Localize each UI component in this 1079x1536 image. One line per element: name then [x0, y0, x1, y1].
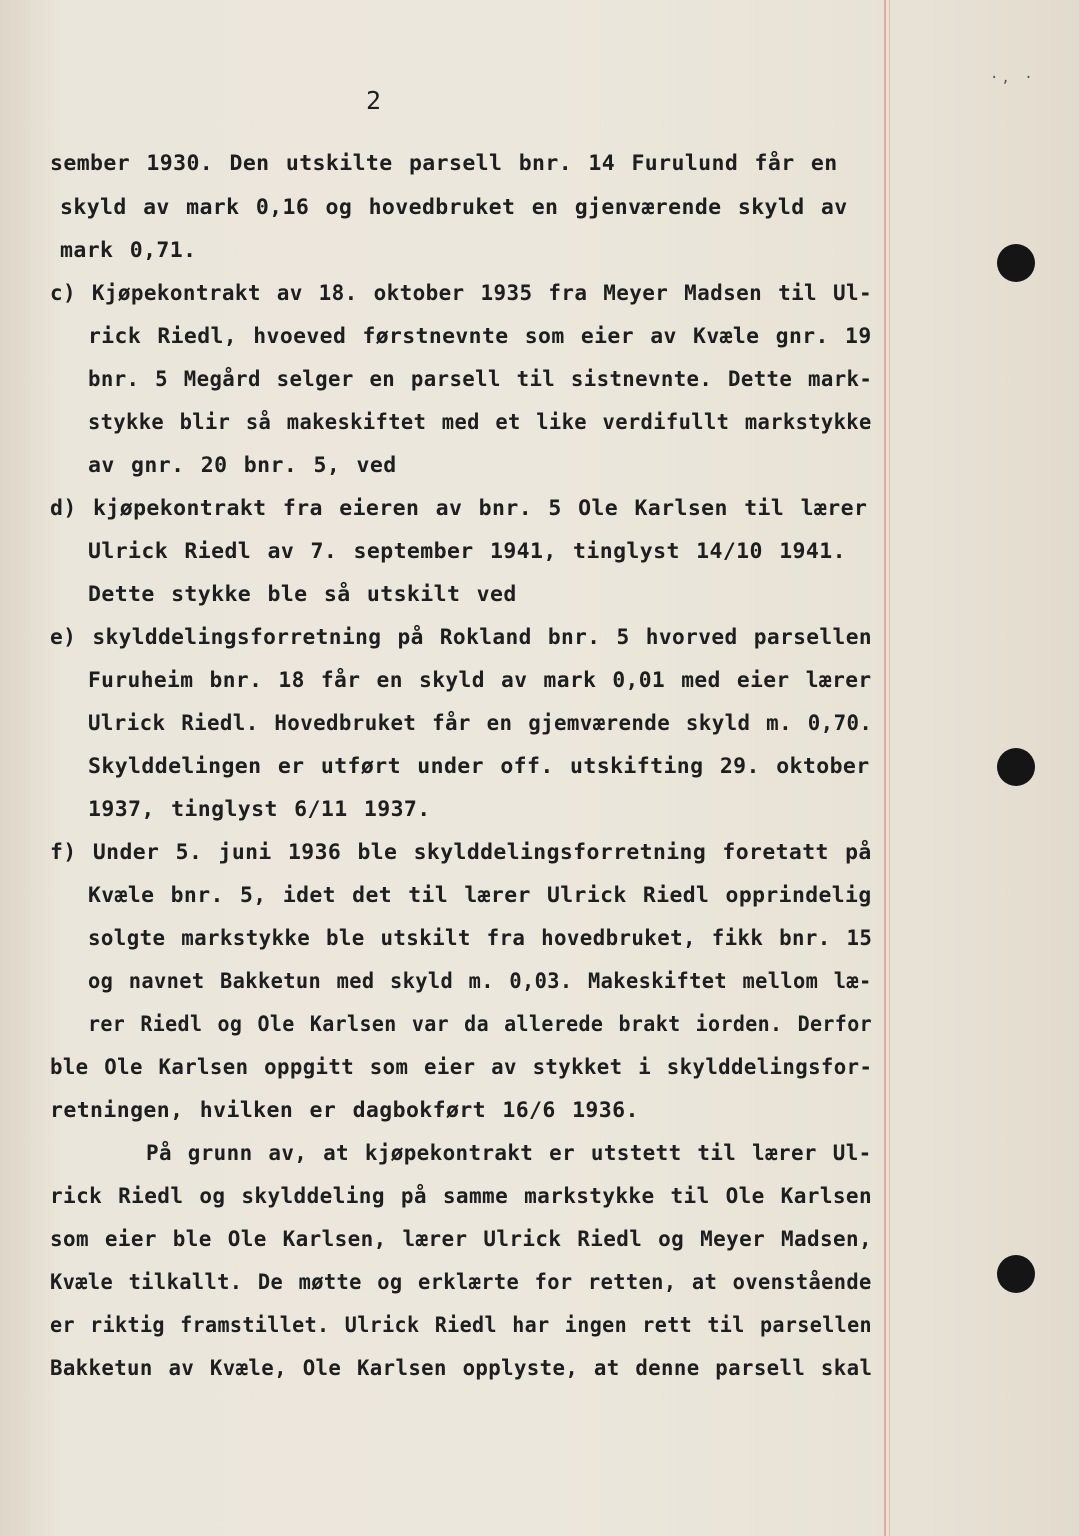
text-line: Dette stykke ble så utskilt ved: [88, 582, 517, 607]
text-line: Ulrick Riedl av 7. september 1941, tinglyst 14/10 1941.: [88, 539, 846, 564]
text-line: retningen, hvilken er dagbokført 16/6 1936.: [50, 1098, 639, 1123]
margin-rule-secondary: [889, 0, 890, 1536]
punch-hole: [997, 244, 1035, 282]
text-line: f) Under 5. juni 1936 ble skylddelingsforretning foretatt på: [50, 840, 872, 865]
text-line: stykke blir så makeskiftet med et like verdifullt markstykke: [88, 410, 872, 435]
punch-hole: [997, 748, 1035, 786]
text-line: bnr. 5 Megård selger en parsell til sistnevnte. Dette mark-: [88, 367, 873, 392]
text-line: rick Riedl og skylddeling på samme markstykke til Ole Karlsen: [50, 1184, 872, 1209]
text-line: På grunn av, at kjøpekontrakt er utstett til lærer Ul-: [146, 1141, 872, 1166]
text-line: sember 1930. Den utskilte parsell bnr. 14 Furulund får en: [50, 151, 838, 176]
margin-rule: [884, 0, 886, 1536]
text-line: Skylddelingen er utført under off. utskifting 29. oktober: [88, 754, 870, 779]
text-line: Kvæle bnr. 5, idet det til lærer Ulrick Riedl opprindelig: [88, 883, 872, 908]
text-line: d) kjøpekontrakt fra eieren av bnr. 5 Ole Karlsen til lærer: [50, 496, 868, 521]
corner-mark: ·, ·: [990, 70, 1036, 86]
text-line: e) skylddelingsforretning på Rokland bnr. 5 hvorved parsellen: [50, 625, 872, 650]
page-number: 2: [366, 86, 382, 115]
text-line: av gnr. 20 bnr. 5, ved: [88, 453, 397, 478]
text-line: Furuheim bnr. 18 får en skyld av mark 0,01 med eier lærer: [88, 668, 872, 693]
text-line: som eier ble Ole Karlsen, lærer Ulrick Riedl og Meyer Madsen,: [50, 1227, 872, 1252]
text-line: 1937, tinglyst 6/11 1937.: [88, 797, 431, 822]
punch-hole: [997, 1255, 1035, 1293]
text-line: er riktig framstillet. Ulrick Riedl har ingen rett til parsellen: [50, 1313, 873, 1338]
text-line: Ulrick Riedl. Hovedbruket får en gjemværende skyld m. 0,70.: [88, 711, 873, 736]
text-line: solgte markstykke ble utskilt fra hovedbruket, fikk bnr. 15: [88, 926, 873, 951]
text-line: mark 0,71.: [60, 238, 197, 263]
text-line: rer Riedl og Ole Karlsen var da allerede brakt iorden. Derfor: [88, 1012, 872, 1037]
text-line: Bakketun av Kvæle, Ole Karlsen opplyste, at denne parsell skal: [50, 1356, 873, 1381]
text-line: skyld av mark 0,16 og hovedbruket en gjenværende skyld av: [60, 195, 848, 220]
text-line: ble Ole Karlsen oppgitt som eier av stykket i skylddelingsfor-: [50, 1055, 873, 1080]
text-line: c) Kjøpekontrakt av 18. oktober 1935 fra Meyer Madsen til Ul-: [50, 281, 872, 306]
text-line: og navnet Bakketun med skyld m. 0,03. Makeskiftet mellom læ-: [88, 969, 872, 994]
text-line: rick Riedl, hvoeved førstnevnte som eier av Kvæle gnr. 19: [88, 324, 872, 349]
text-line: Kvæle tilkallt. De møtte og erklærte for retten, at ovenstående: [50, 1270, 872, 1295]
